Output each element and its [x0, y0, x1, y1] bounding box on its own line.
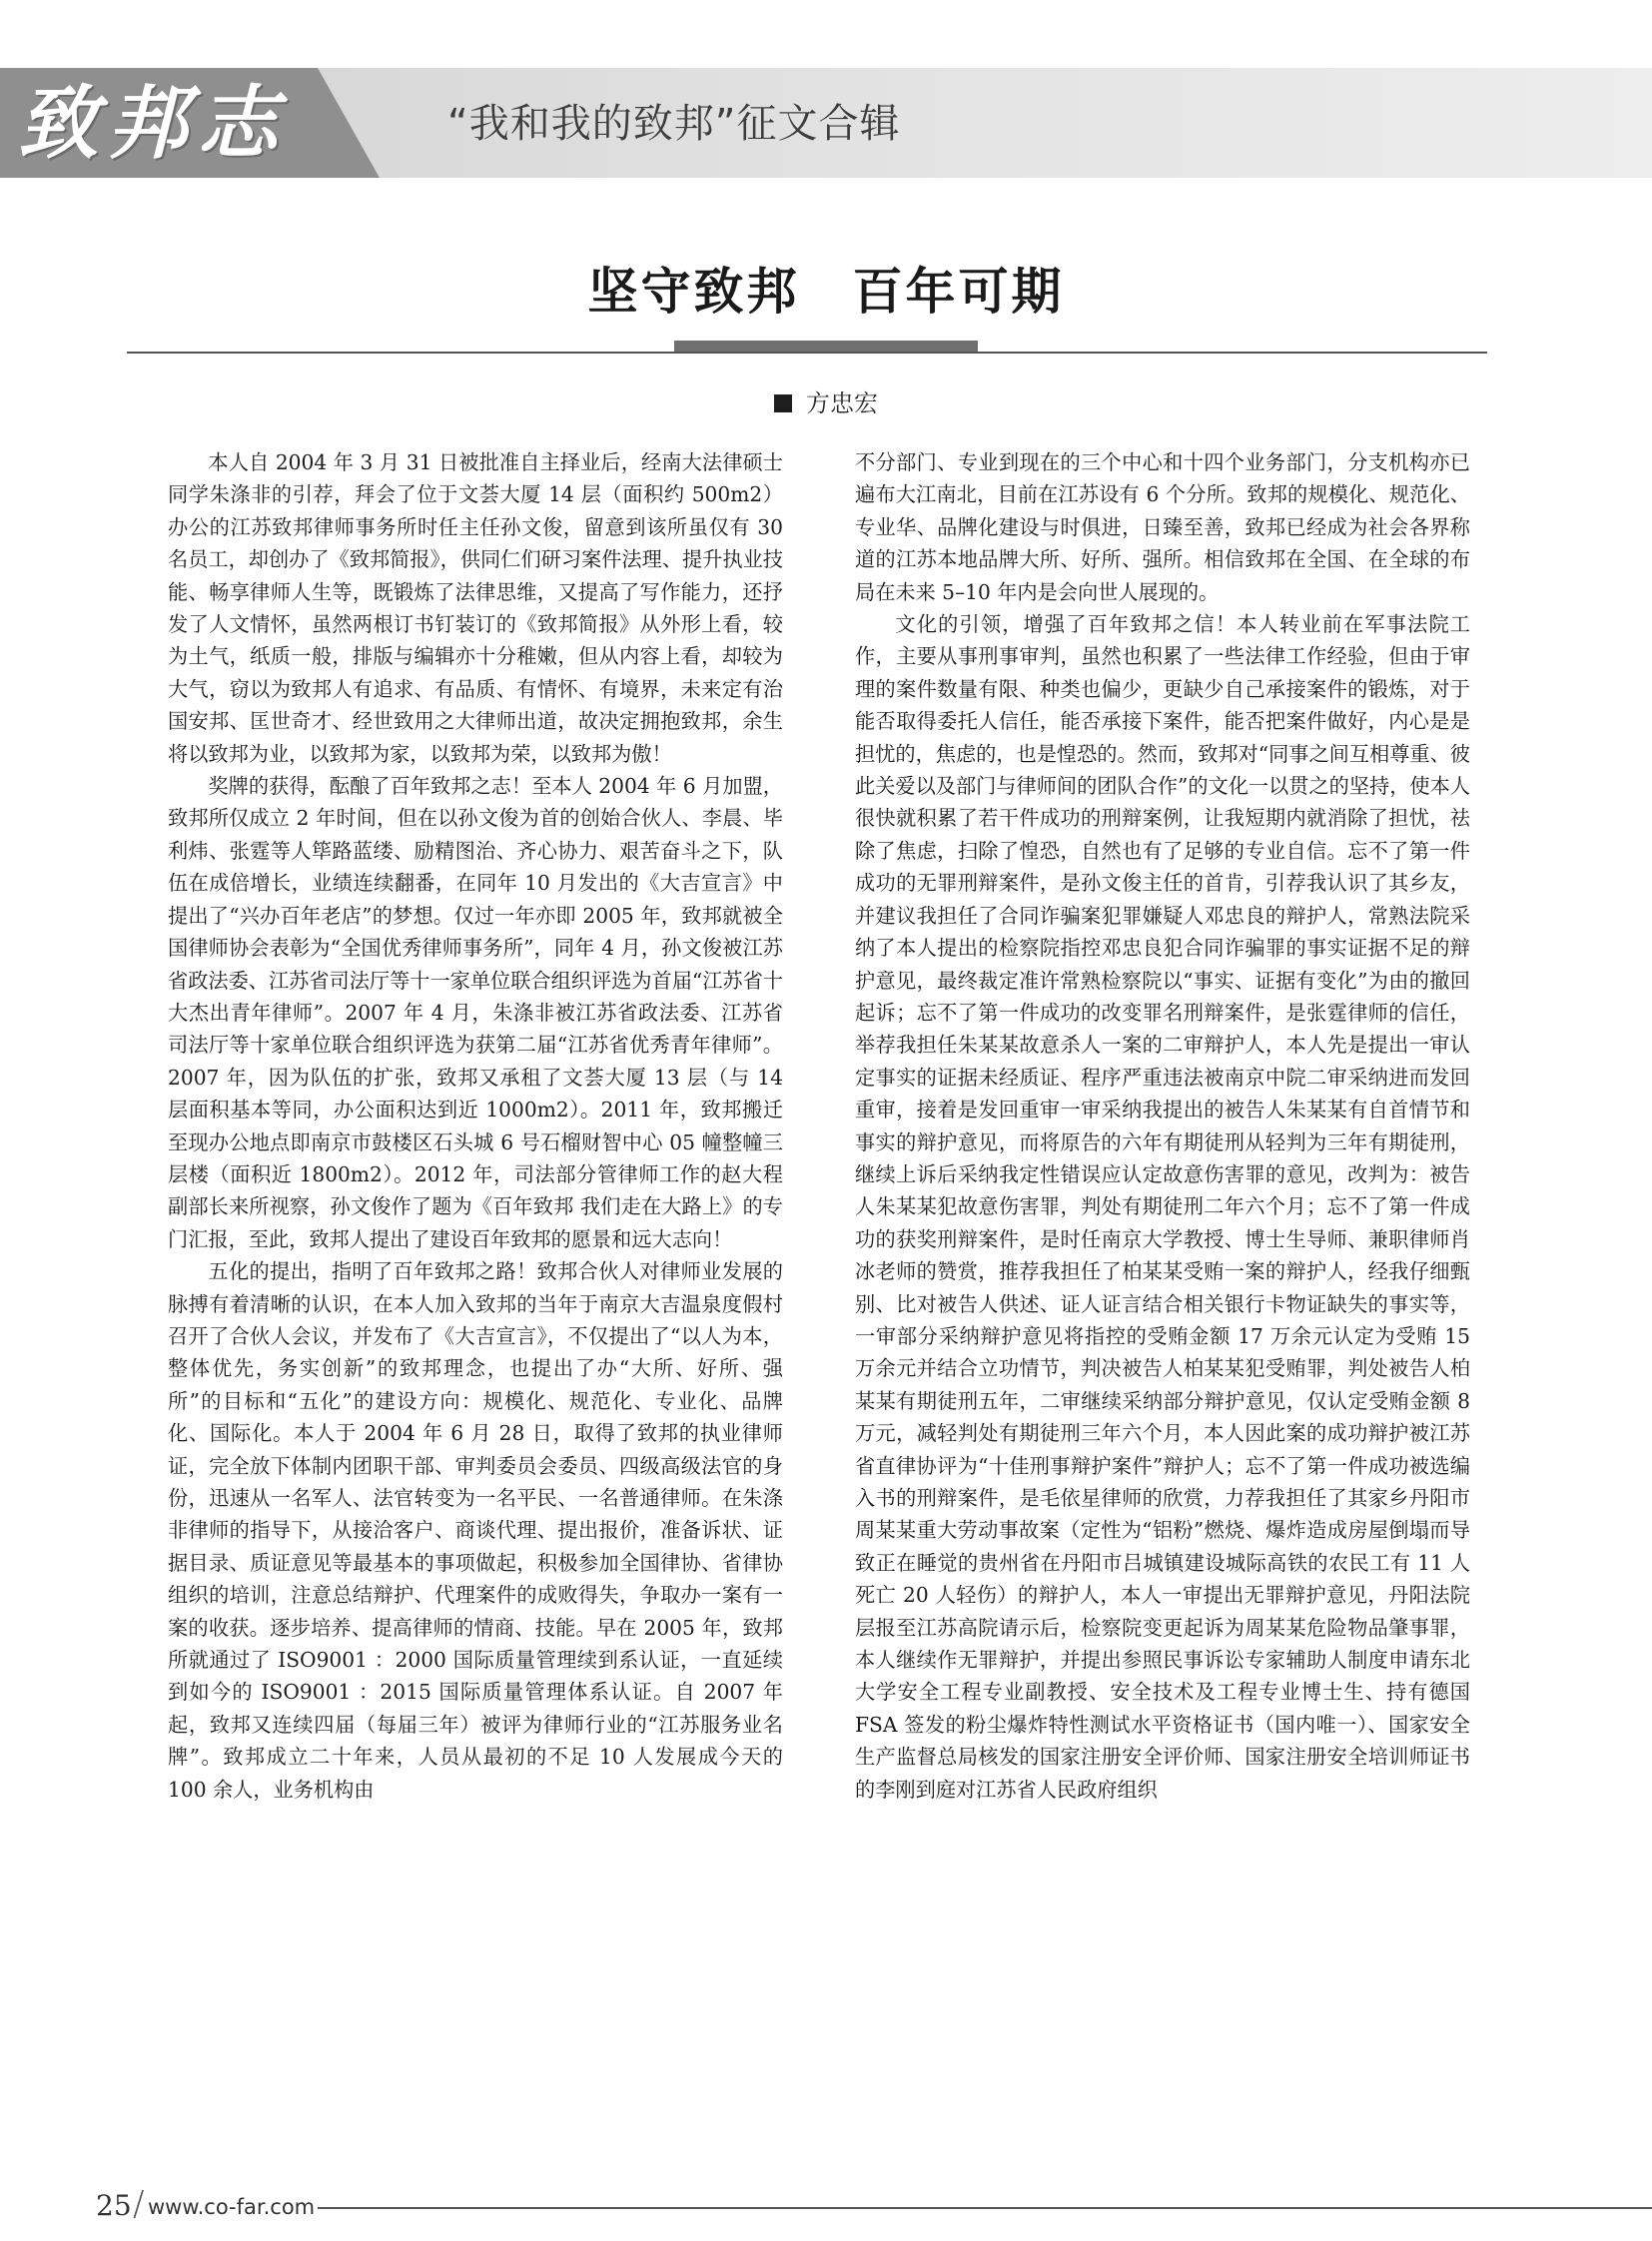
title-accent-bar: [674, 341, 978, 352]
section-title: “我和我的致邦”征文合辑: [447, 101, 901, 147]
title-divider: [127, 352, 1487, 354]
left-column: [168, 446, 783, 2036]
byline: [0, 383, 1652, 418]
paragraph: 五化的提出，指明了百年致邦之路！致邦合伙人对律师业发展的脉搏有着清晰的认识，在本人加入致邦的当年于南京大吉温泉度假村召开了合伙人会议，并发布了《大吉宣言》，不仅提出了“以人为本，整体优先，务实创新”的致邦理念，也提出了办“大所、好所、强所”的目标和“五化”的建设方向：规模化、规范化、专业化、品牌化、国际化。本人于 2004 年 6 月 28 日，取得了致邦的执业律师证，完全放下体制内团职干部、审判委员会委员、四级高级法官的身份，迅速从一名军人、法官转变为一名平民、一名普通律师。在朱涤非律师的指导下，从接洽客户、商谈代理、提出报价，准备诉状、证据目录、质证意见等最基本的事项做起，积极参加全国律协、省律协组织的培训，注意总结辩护、代理案件的成败得失，争取办一案有一案的收获。逐步培养、提高律师的情商、技能。早在 2005 年，致邦所就通过了 ISO9001 ：2000 国际质量管理续到系认证，一直延续到如今的 ISO9001 ：2015 国际质量管理体系认证。自 2007 年起，致邦又连续四届（每届三年）被评为律师行业的“江苏服务业名牌”。致邦成立二十年来，人员从最初的不足 10 人发展成今天的 100 余人，业务机构由: [168, 1259, 783, 1802]
paragraph: 文化的引领，增强了百年致邦之信！本人转业前在军事法院工作，主要从事刑事审判，虽然也积累了一些法律工作经验，但由于审理的案件数量有限、种类也偏少，更缺少自己承接案件的锻炼，对于能否取得委托人信任，能否承接下案件，能否把案件做好，内心是是担忧的，焦虑的，也是惶恐的。然而，致邦对“同事之间互相尊重、彼此关爱以及部门与律师间的团队合作”的文化一以贯之的坚持，使本人很快就积累了若干件成功的刑辩案例，让我短期内就消除了担忧，祛除了焦虑，扫除了惶恐，自然也有了足够的专业自信。忘不了第一件成功的无罪刑辩案件，是孙文俊主任的首肯，引荐我认识了其乡友，并建议我担任了合同诈骗案犯罪嫌疑人邓忠良的辩护人，常熟法院采纳了本人提出的检察院指控邓忠良犯合同诈骗罪的事实证据不足的辩护意见，最终裁定准许常熟检察院以“事实、证据有变化”为由的撤回起诉；忘不了第一件成功的改变罪名刑辩案件，是张霆律师的信任，举荐我担任朱某某故意杀人一案的二审辩护人，本人先是提出一审认定事实的证据未经质证、程序严重违法被南京中院二审采纳进而发回重审，接着是发回重审一审采纳我提出的被告人朱某某有自首情节和事实的辩护意见，而将原告的六年有期徒刑从轻判为三年有期徒刑，继续上诉后采纳我定性错误应认定故意伤害罪的意见，改判为：被告人朱某某犯故意伤害罪，判处有期徒刑二年六个月；忘不了第一件成功的获奖刑辩案件，是时任南京大学教授、博士生导师、兼职律师肖冰老师的赞赏，推荐我担任了柏某某受贿一案的辩护人，经我仔细甄别、比对被告人供述、证人证言结合相关银行卡物证缺失的事实等，一审部分采纳辩护意见将指控的受贿金额 17 万余元认定为受贿 15 万余元并结合立功情节，判决被告人柏某某犯受贿罪，判处被告人柏某某有期徒刑五年，二审继续采纳部分辩护意见，仅认定受贿金额 8 万元，减轻判处有期徒刑三年六个月，本人因此案的成功辩护被江苏省直律协评为“十佳刑事辩护案件”辩护人；忘不了第一件成功被选编入书的刑辩案件，是毛依星律师的欣赏，力荐我担任了其家乡丹阳市周某某重大劳动事故案（定性为“铝粉”燃烧、爆炸造成房屋倒塌而导致正在睡觉的贵州省在丹阳市吕城镇建设城际高铁的农民工有 11 人死亡 20 人轻伤）的辩护人，本人一审提出无罪辩护意见，丹阳法院层报至江苏高院请示后，检察院变更起诉为周某某危险物品肇事罪，本人继续作无罪辩护，并提出参照民事诉讼专家辅助人制度申请东北大学安全工程专业副教授、安全技术及工程专业博士生、持有德国 FSA 签发的粉尘爆炸特性测试水平资格证书（国内唯一）、国家安全生产监督总局核发的国家注册安全评价师、国家注册安全培训师证书的李刚到庭对江苏省人民政府组织: [855, 612, 1470, 1802]
author-name: 方忠宏: [806, 389, 878, 417]
footer-url: www.co-far.com: [148, 2195, 316, 2219]
square-bullet-icon: [774, 394, 792, 412]
article-title: 坚守致邦 百年可期: [587, 263, 1065, 321]
paragraph: 奖牌的获得，酝酿了百年致邦之志！至本人 2004 年 6 月加盟，致邦所仅成立 2 年时间，但在以孙文俊为首的创始合伙人、李晨、毕利炜、张霆等人筚路蓝缕、励精图治、齐心协力、艰苦奋斗之下，队伍在成倍增长，业绩连续翻番，在同年 10 月发出的《大吉宣言》中提出了“兴办百年老店”的梦想。仅过一年亦即 2005 年，致邦就被全国律师协会表彰为“全国优秀律师事务所”，同年 4 月，孙文俊被江苏省政法委、江苏省司法厅等十一家单位联合组织评选为首届“江苏省十大杰出青年律师”。2007 年 4 月，朱涤非被江苏省政法委、江苏省司法厅等十家单位联合组织评选为获第二届“江苏省优秀青年律师”。2007 年，因为队伍的扩张，致邦又承租了文荟大厦 13 层（与 14 层面积基本等同，办公面积达到近 1000m2）。2011 年，致邦搬迁至现办公地点即南京市鼓楼区石头城 6 号石榴财智中心 05 幢整幢三层楼（面积近 1800m2）。2012 年，司法部分管律师工作的赵大程副部长来所视察，孙文俊作了题为《百年致邦 我们走在大路上》的专门汇报，至此，致邦人提出了建设百年致邦的愿景和远大志向！: [168, 774, 783, 1251]
paragraph: 本人自 2004 年 3 月 31 日被批准自主择业后，经南大法律硕士同学朱涤非的引荐，拜会了位于文荟大厦 14 层（面积约 500m2）办公的江苏致邦律师事务所时任主任孙文俊，留意到该所虽仅有 30 名员工，却创办了《致邦简报》，供同仁们研习案件法理、提升执业技能、畅享律师人生等，既锻炼了法律思维，又提高了写作能力，还抒发了人文情怀，虽然两根订书钉装订的《致邦简报》从外形上看，较为土气，纸质一般，排版与编辑亦十分稚嫩，但从内容上看，却较为大气，窃以为致邦人有追求、有品质、有情怀、有境界，未来定有治国安邦、匡世奇才、经世致用之大律师出道，故决定拥抱致邦，余生将以致邦为业，以致邦为家，以致邦为荣，以致邦为傲！: [168, 450, 783, 766]
footer-divider: [318, 2207, 1652, 2209]
footer-slash: /: [133, 2184, 145, 2224]
magazine-logo: 致邦志: [18, 76, 288, 170]
right-column: [855, 446, 1470, 2036]
page-number: 25: [96, 2189, 132, 2222]
paragraph: 不分部门、专业到现在的三个中心和十四个业务部门，分支机构亦已遍布大江南北，目前在江苏设有 6 个分所。致邦的规模化、规范化、专业华、品牌化建设与时俱进，日臻至善，致邦已经成为社会各界称道的江苏本地品牌大所、好所、强所。相信致邦在全国、在全球的布局在未来 5–10 年内是会向世人展现的。: [855, 450, 1470, 604]
